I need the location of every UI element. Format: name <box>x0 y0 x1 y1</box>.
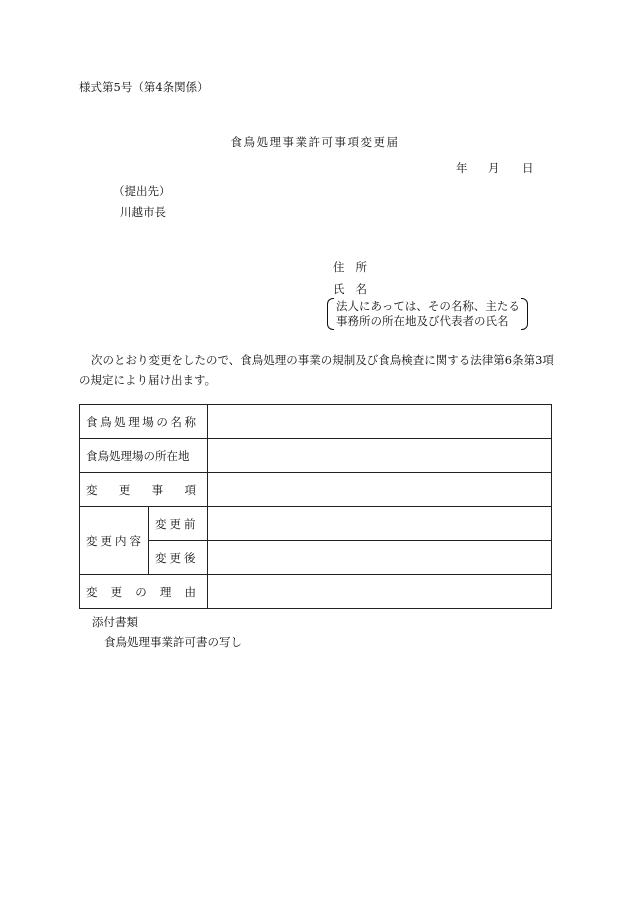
label-change-reason: 変 更 の 理 由 <box>80 575 208 609</box>
recipient-name: 川越市長 <box>120 205 166 219</box>
label-change-content: 変更内容 <box>80 507 149 575</box>
bracket-left <box>327 298 334 330</box>
date-month-label: 月 <box>488 161 500 175</box>
value-change-item[interactable] <box>208 473 552 507</box>
table-row <box>80 507 552 541</box>
corp-note-line-1: 法人にあっては、その名称、主たる <box>336 299 520 313</box>
form-number: 様式第5号（第4条関係） <box>79 80 209 94</box>
attachment-item: 食鳥処理事業許可書の写し <box>104 635 242 649</box>
table-row <box>80 405 552 439</box>
table-row <box>80 439 552 473</box>
change-form-table <box>79 404 552 609</box>
date-year-label: 年 <box>456 161 468 175</box>
label-before-change: 変更前 <box>149 507 208 541</box>
name-label: 氏名 <box>333 282 378 296</box>
label-change-item: 変 更 事 項 <box>80 473 208 507</box>
corp-note-line-2: 事務所の所在地及び代表者の氏名 <box>336 314 509 328</box>
recipient-label: （提出先） <box>113 184 171 198</box>
attachments-label: 添付書類 <box>92 615 138 629</box>
label-plant-location: 食鳥処理場の所在地 <box>80 439 208 473</box>
date-day-label: 日 <box>522 161 534 175</box>
document-title: 食鳥処理事業許可事項変更届 <box>230 135 400 149</box>
body-text: 次のとおり変更をしたので、食鳥処理の事業の規制及び食鳥検査に関する法律第6条第3項の規定により届け出ます。 <box>79 353 554 387</box>
table-row <box>80 575 552 609</box>
value-after-change[interactable] <box>208 541 552 575</box>
value-plant-location[interactable] <box>208 439 552 473</box>
table-row <box>80 541 552 575</box>
value-change-reason[interactable] <box>208 575 552 609</box>
corporation-note <box>327 298 528 330</box>
label-plant-name: 食 鳥 処 理 場 の 名 称 <box>80 405 208 439</box>
value-before-change[interactable] <box>208 507 552 541</box>
value-plant-name[interactable] <box>208 405 552 439</box>
bracket-right <box>521 298 528 330</box>
address-label: 住所 <box>333 260 378 274</box>
label-after-change: 変更後 <box>149 541 208 575</box>
table-row <box>80 473 552 507</box>
